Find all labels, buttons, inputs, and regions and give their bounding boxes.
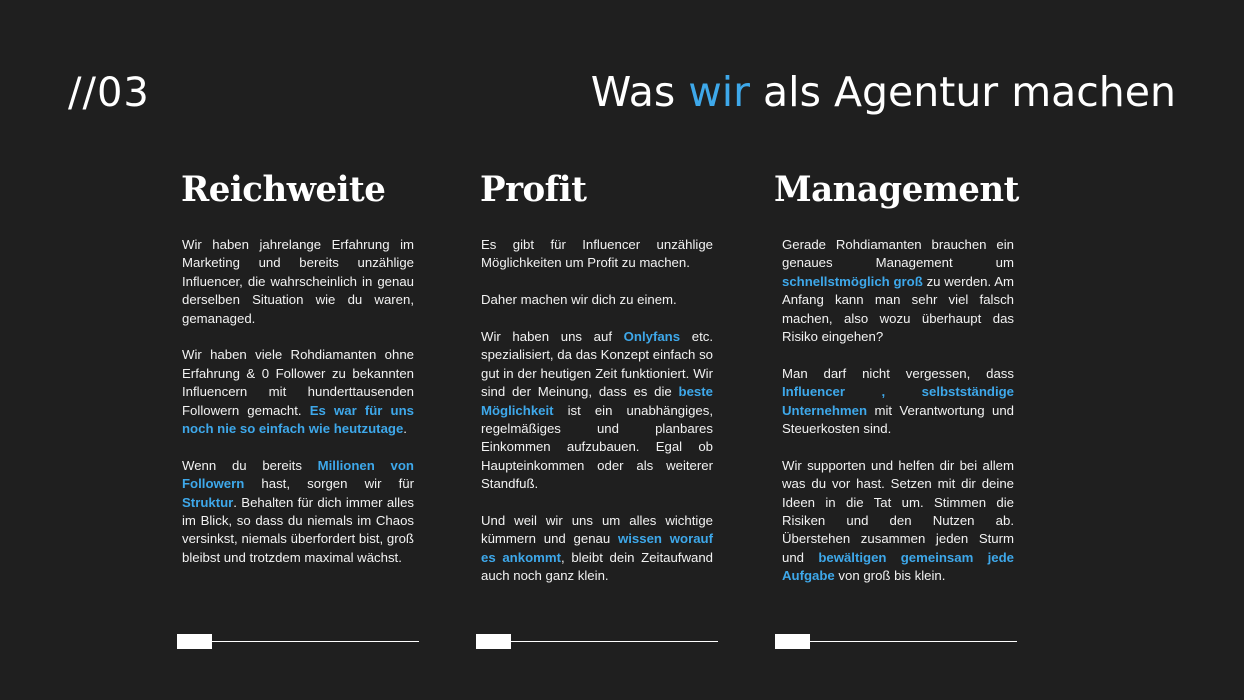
paragraph-text: Wir haben viele Rohdiamanten ohne Erfahrung & 0 Follower zu bekannten Influencern mit hunderttausenden Followern gemacht. (182, 347, 414, 418)
page-title (591, 68, 1176, 116)
divider-line (810, 641, 1017, 642)
divider-block (775, 634, 810, 649)
paragraph-text: Daher machen wir dich zu einem. (481, 292, 677, 308)
column-body (481, 236, 713, 586)
body-paragraph (782, 365, 1014, 439)
page-title-accent: wir (688, 68, 751, 116)
column-divider (177, 633, 419, 651)
column-divider (775, 633, 1017, 651)
highlighted-text: bewältigen gemeinsam jede Aufgabe (782, 549, 1014, 584)
body-paragraph (481, 291, 713, 309)
page-title-end: als Agentur machen (750, 68, 1176, 116)
paragraph-text: . (403, 421, 407, 437)
highlighted-text: Onlyfans (623, 329, 681, 344)
section-number: //03 (68, 70, 150, 116)
paragraph-text: , bleibt dein Zeitaufwand auch noch ganz klein. (481, 549, 713, 584)
column-body (782, 236, 1014, 586)
paragraph-text: ist ein unabhängiges, regelmäßiges und planbares Einkommen aufzubauen. Egal ob Haupteinkommen oder als weiterer Standfuß. (481, 402, 713, 492)
column-heading: Management (774, 169, 1019, 211)
paragraph-text: mit Verantwortung und Steuerkosten sind. (782, 402, 1014, 437)
paragraph-text: Man darf nicht vergessen, dass (782, 365, 1014, 381)
highlighted-text: beste Möglichkeit (481, 384, 713, 418)
paragraph-text: von groß bis klein. (834, 568, 946, 584)
column-heading: Reichweite (181, 169, 386, 211)
body-paragraph (182, 346, 414, 438)
column-divider (476, 633, 718, 651)
paragraph-text: . Behalten für dich immer alles im Blick, so dass du niemals im Chaos versinkst, niemals überfordert bist, groß bleibst und trotzdem maximal wächst. (182, 494, 414, 565)
paragraph-text: Und weil wir uns um alles wichtige kümmern und genau (481, 513, 713, 547)
column-heading: Profit (480, 169, 587, 211)
column-management (774, 169, 1019, 604)
body-paragraph (481, 236, 713, 273)
body-paragraph (182, 457, 414, 567)
divider-line (511, 641, 718, 642)
body-paragraph (782, 457, 1014, 586)
highlighted-text: schnellstmöglich groß (782, 273, 923, 289)
paragraph-text: etc. spezialisiert, da das Konzept einfach so gut in der heutigen Zeit funktioniert. Wir sind der Meinung, dass es die (481, 329, 713, 400)
body-paragraph (481, 512, 713, 586)
body-paragraph (182, 236, 414, 328)
page-title-start: Was (590, 68, 689, 116)
paragraph-text: hast, sorgen wir für (244, 476, 414, 492)
paragraph-text: Wenn du bereits (182, 457, 318, 473)
highlighted-text: wissen worauf es ankommt (481, 531, 713, 565)
column-reichweite (182, 170, 414, 586)
divider-line (212, 641, 419, 642)
paragraph-text: Es gibt für Influencer unzählige Möglichkeiten um Profit zu machen. (481, 237, 713, 271)
divider-block (476, 634, 511, 649)
paragraph-text: Wir haben uns auf (481, 329, 624, 344)
column-profit (481, 170, 713, 604)
paragraph-text: Wir haben jahrelange Erfahrung im Marketing und bereits unzählige Influencer, die wahrscheinlich in genau derselben Situation wie du waren, gemanaged. (182, 237, 414, 326)
highlighted-text: Influencer , selbstständige Unternehmen (782, 384, 1014, 418)
paragraph-text: zu werden. Am Anfang kann man sehr viel falsch machen, also wozu überhaupt das Risiko eingehen? (782, 273, 1015, 345)
body-paragraph (481, 328, 713, 494)
divider-block (177, 634, 212, 649)
paragraph-text: Wir supporten und helfen dir bei allem was du vor hast. Setzen mit dir deine Ideen in die Tat um. Stimmen die Risiken und den Nutzen ab. Überstehen zusammen jeden Sturm und (782, 457, 1014, 565)
highlighted-text: Struktur (182, 494, 234, 510)
body-paragraph (782, 236, 1014, 346)
highlighted-text: Millionen von Followern (182, 457, 414, 492)
highlighted-text: Es war für uns noch nie so einfach wie heutzutage (182, 402, 414, 437)
column-body (182, 236, 414, 567)
paragraph-text: Gerade Rohdiamanten brauchen ein genaues Management um (782, 237, 1014, 271)
